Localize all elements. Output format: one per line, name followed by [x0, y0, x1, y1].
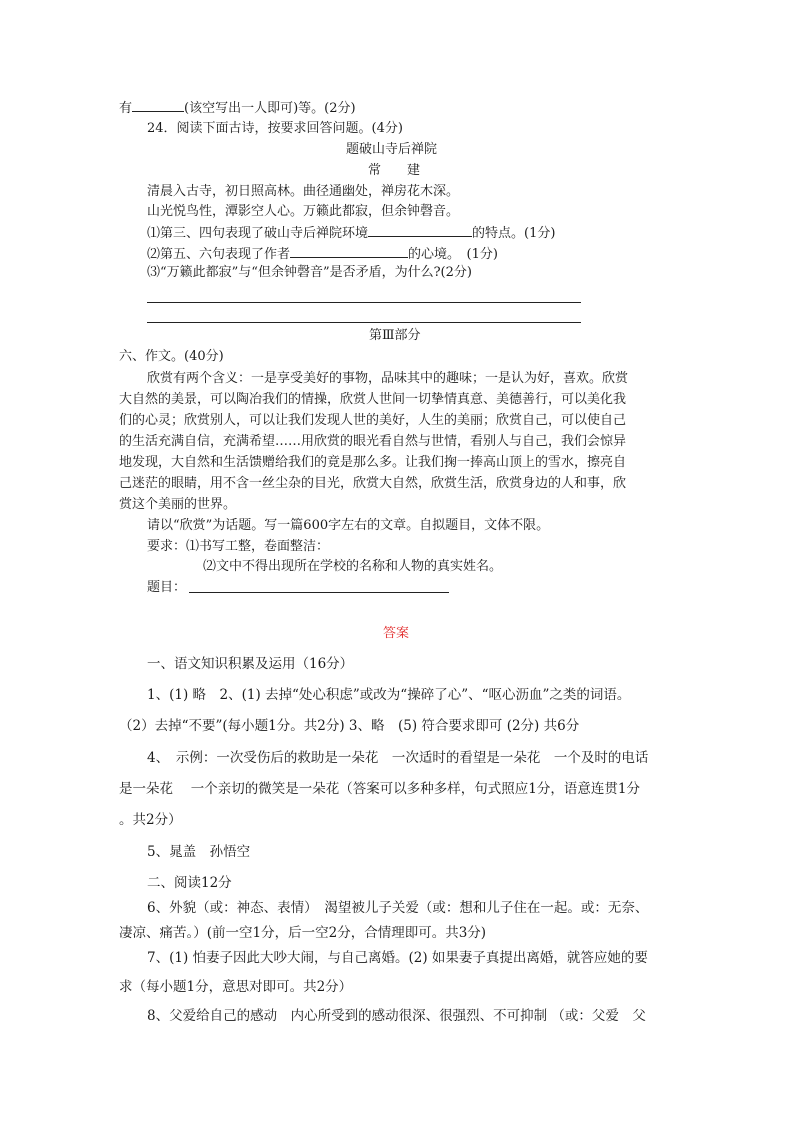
answer-line: 4、 示例：一次受伤后的救助是一朵花 一次适时的看望是一朵花 一个及时的电话	[147, 750, 649, 766]
answers-section-1: 一、语文知识积累及运用（16分）	[147, 656, 354, 672]
essay-requirement-2: ⑵文中不得出现所在学校的名称和人物的真实姓名。	[203, 559, 503, 574]
essay-paragraph-line: 的生活充满自信，充满希望……用欣赏的眼光看自然与世情，看别人与自己，我们会惊异	[119, 434, 627, 449]
essay-title-label: 题目：	[147, 580, 187, 595]
answer-line: 5、晁盖 孙悟空	[147, 844, 251, 860]
essay-paragraph-line: 们的心灵；欣赏别人，可以让我们发现人世的美好，人生的美丽；欣赏自己，可以使自己	[119, 413, 627, 428]
poem-author: 常 建	[368, 163, 421, 178]
answer-blank[interactable]	[132, 99, 184, 112]
essay-paragraph-line: 大自然的美景，可以陶冶我们的情操，欣赏人世间一切挚情真意、美德善行，可以美化我	[119, 392, 627, 407]
essay-paragraph-line: 赏这个美丽的世界。	[119, 497, 237, 512]
answer-line: 求（每小题1分，意思对即可。共2分）	[119, 979, 353, 995]
poem-title: 题破山寺后禅院	[346, 142, 438, 157]
part3-title: 第Ⅲ部分	[369, 328, 421, 343]
essay-paragraph-line: 欣赏有两个含义：一是享受美好的事物，品味其中的趣味；一是认为好，喜欢。欣赏	[147, 371, 629, 386]
answers-section-2: 二、阅读12分	[147, 875, 232, 891]
essay-heading: 六、作文。(40分)	[119, 349, 224, 364]
essay-task: 请以“欣赏”为话题。写一篇600字左右的文章。自拟题目，文体不限。	[147, 518, 550, 533]
essay-requirement-1: 要求：⑴书写工整，卷面整洁：	[147, 539, 330, 554]
q24-sub1: ⑴第三、四句表现了破山寺后禅院环境 的特点。(1分)	[147, 226, 556, 241]
q24-prompt: 24．阅读下面古诗，按要求回答问题。(4分)	[147, 121, 403, 136]
answer-line: 8、父爱给自己的感动 内心所受到的感动很深、很强烈、不可抑制 （或：父爱 父	[147, 1008, 646, 1024]
answer-line[interactable]	[147, 302, 581, 303]
poem-line-1: 清晨入古寺，初日照高林。曲径通幽处，禅房花木深。	[147, 184, 460, 199]
answers-title: 答案	[383, 626, 410, 641]
answer-blank[interactable]	[368, 224, 472, 237]
answer-line: 6、外貌（或：神态、表情） 渴望被儿子关爱（或：想和儿子住在一起。或：无奈、	[147, 900, 649, 916]
essay-title-blank[interactable]	[189, 592, 449, 593]
answer-line: （2）去掉“不要”(每小题1分。共2分) 3、略 (5) 符合要求即可 (2分) 共6分	[119, 718, 580, 734]
q24-sub3: ⑶“万籁此都寂”与“但余钟磬音”是否矛盾，为什么?(2分)	[147, 265, 472, 280]
answer-line[interactable]	[147, 322, 581, 323]
answer-line: 。共2分）	[119, 812, 182, 828]
q24-sub2: ⑵第五、六句表现了作者 的心境。 (1分)	[147, 247, 498, 262]
answer-blank[interactable]	[290, 245, 408, 258]
answer-line: 凄凉、痛苦。）(前一空1分，后一空2分，合情理即可。共3分)	[119, 925, 487, 941]
answer-line: 是一朵花 一个亲切的微笑是一朵花（答案可以多种多样，句式照应1分，语意连贯1分	[119, 781, 640, 797]
essay-paragraph-line: 地发现，大自然和生活馈赠给我们的竟是那么多。让我们掬一捧高山顶上的雪水，擦亮自	[119, 455, 627, 470]
poem-line-2: 山光悦鸟性，潭影空人心。万籁此都寂，但余钟磬音。	[147, 204, 460, 219]
q23-tail-line: 有 (该空写出一人即可)等。(2分)	[119, 101, 356, 116]
answer-line: 1、(1) 略 2、(1) 去掉“处心积虑”或改为“操碎了心”、“呕心沥血”之类的词语。	[147, 687, 631, 703]
answer-line: 7、(1) 怕妻子因此大吵大闹，与自己离婚。(2) 如果妻子真提出离婚，就答应她的要	[147, 950, 648, 966]
essay-paragraph-line: 己迷茫的眼睛，用不含一丝尘杂的目光，欣赏大自然，欣赏生活，欣赏身边的人和事，欣	[119, 476, 627, 491]
